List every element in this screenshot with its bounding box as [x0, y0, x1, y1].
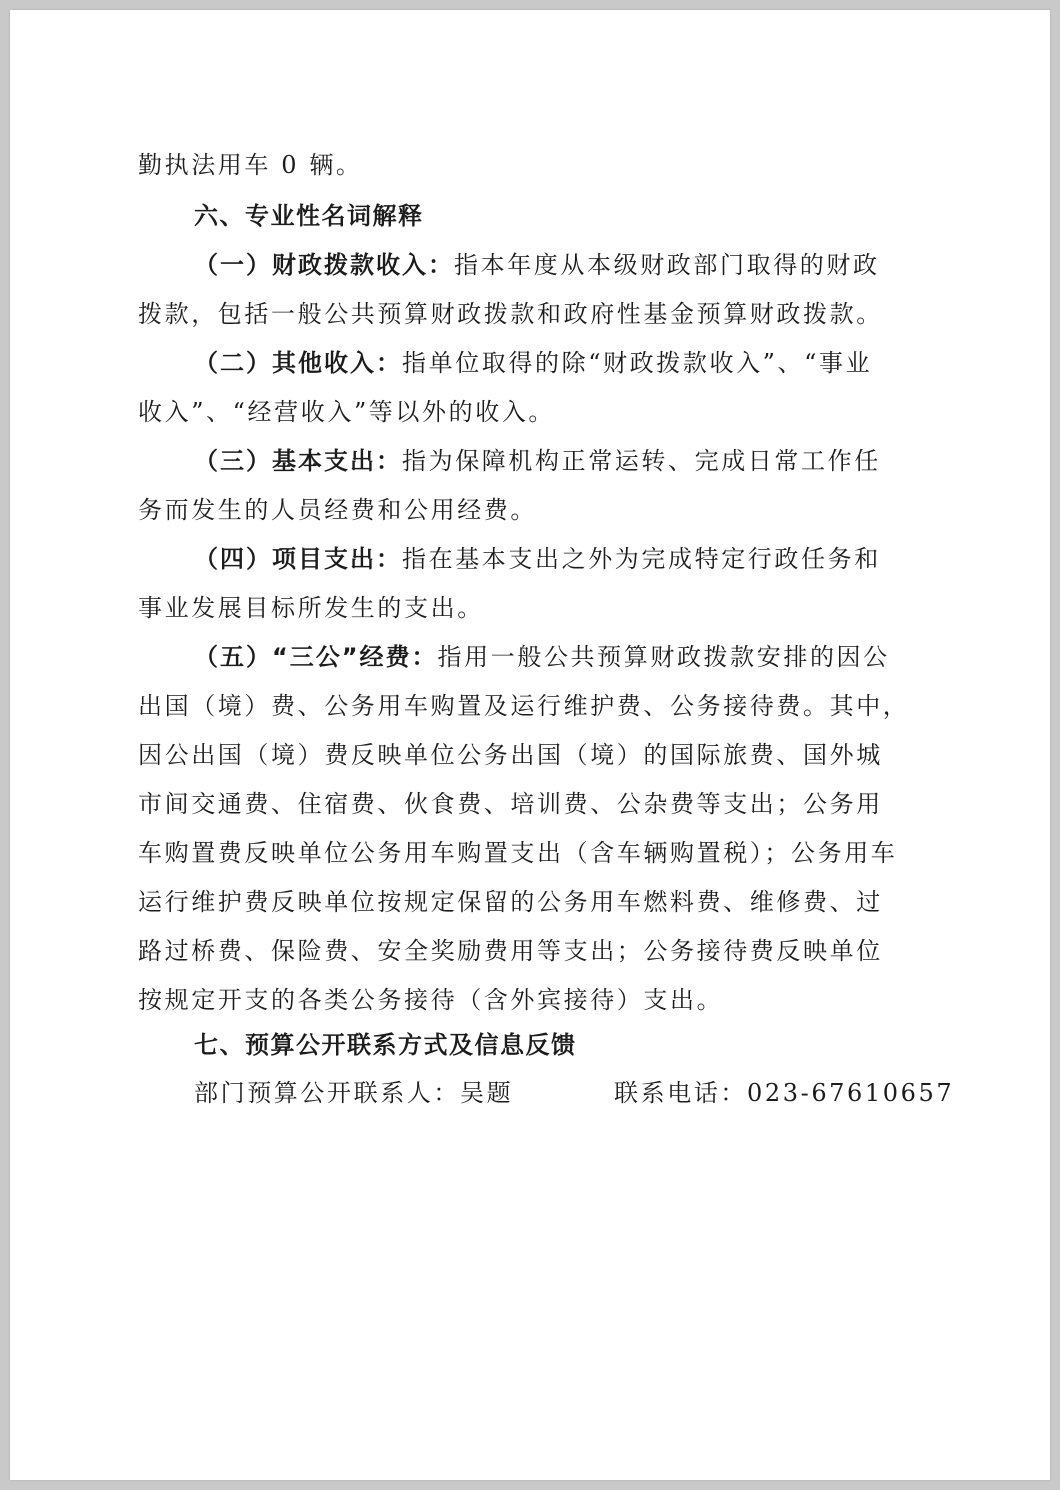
contact-phone: 联系电话：023-67610657: [614, 1079, 955, 1107]
paragraph-line: 事业发展目标所发生的支出。: [138, 594, 484, 622]
paragraph-line: 务而发生的人员经费和公用经费。: [138, 496, 537, 524]
contact-info: [194, 1078, 955, 1108]
term-text: 指为保障机构正常运转、完成日常工作任: [402, 447, 881, 475]
term-text: 指在基本支出之外为完成特定行政任务和: [402, 545, 881, 573]
term-definition-4: [194, 544, 881, 574]
paragraph-line: 按规定开支的各类公务接待（含外宾接待）支出。: [138, 986, 724, 1014]
term-label: （一）财政拨款收入：: [194, 251, 454, 279]
contact-person: 部门预算公开联系人：吴题: [194, 1079, 514, 1107]
section-heading-6: 六、专业性名词解释: [194, 202, 424, 230]
document-page: [10, 10, 1050, 1480]
section-heading-7: 七、预算公开联系方式及信息反馈: [194, 1031, 577, 1059]
paragraph-line: 运行维护费反映单位按规定保留的公务用车燃料费、维修费、过: [138, 888, 883, 916]
paragraph-line: 因公出国（境）费反映单位公务出国（境）的国际旅费、国外城: [138, 741, 883, 769]
paragraph-line: 收入”、“经营收入”等以外的收入。: [138, 398, 556, 426]
paragraph-line: 拨款，包括一般公共预算财政拨款和政府性基金预算财政拨款。: [138, 300, 883, 328]
term-label: （五）“三公”经费：: [194, 643, 438, 671]
paragraph-line: 勤执法用车 0 辆。: [138, 151, 363, 179]
paragraph-line: 市间交通费、住宿费、伙食费、培训费、公杂费等支出；公务用: [138, 790, 883, 818]
term-definition-5: [194, 642, 890, 672]
paragraph-line: 出国（境）费、公务用车购置及运行维护费、公务接待费。其中，: [138, 692, 910, 720]
term-text: 指单位取得的除“财政拨款收入”、“事业: [402, 349, 873, 377]
paragraph-line: 路过桥费、保险费、安全奖励费用等支出；公务接待费反映单位: [138, 937, 883, 965]
term-definition-1: [194, 250, 880, 280]
term-definition-3: [194, 446, 881, 476]
term-label: （二）其他收入：: [194, 349, 402, 377]
term-text: 指本年度从本级财政部门取得的财政: [454, 251, 880, 279]
term-definition-2: [194, 348, 872, 378]
term-text: 指用一般公共预算财政拨款安排的因公: [437, 643, 890, 671]
term-label: （四）项目支出：: [194, 545, 402, 573]
paragraph-line: 车购置费反映单位公务用车购置支出（含车辆购置税）；公务用车: [138, 839, 898, 867]
term-label: （三）基本支出：: [194, 447, 402, 475]
